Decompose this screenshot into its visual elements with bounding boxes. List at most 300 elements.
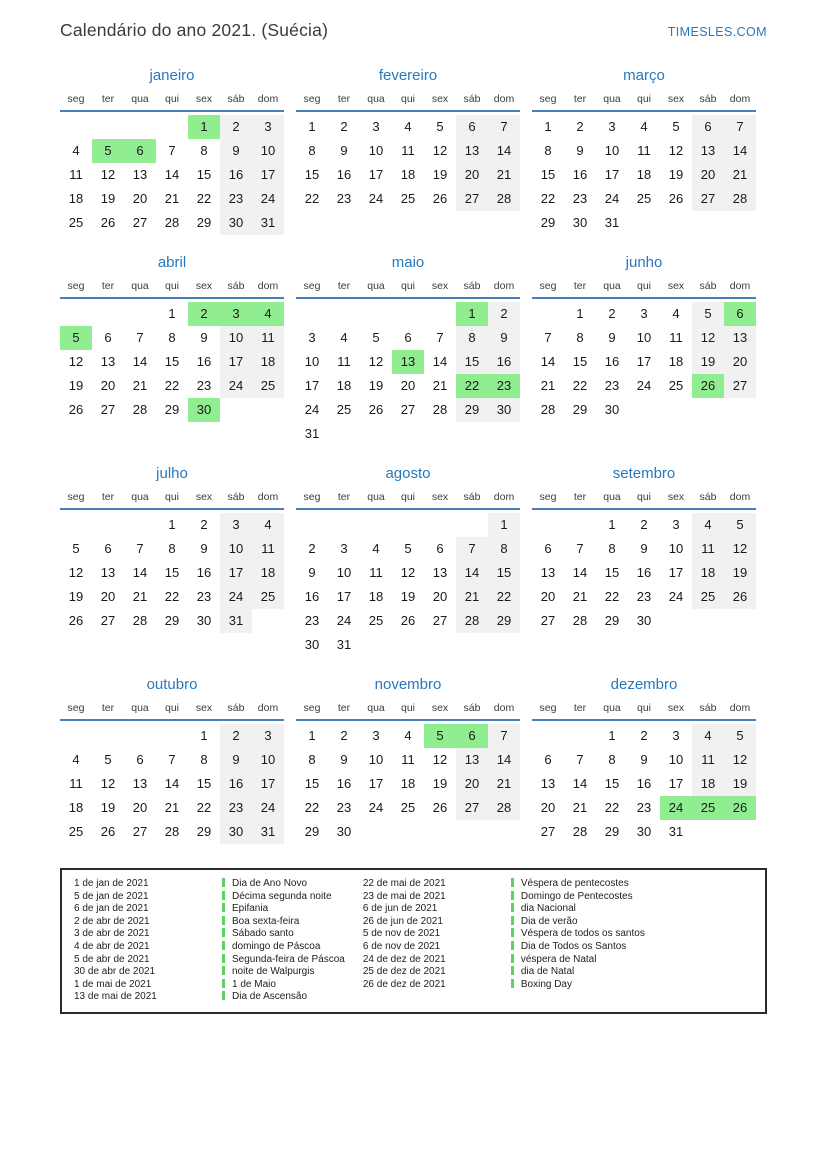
legend-entry — [511, 903, 645, 916]
day-cell: 26 — [100, 824, 116, 839]
day-cell: 8 — [488, 537, 520, 561]
day-cell: 14 — [540, 354, 556, 369]
day-cell: 10 — [220, 326, 252, 350]
weekday-label: dom — [257, 93, 279, 105]
empty-cell — [156, 724, 188, 748]
day-cell: 11 — [669, 330, 683, 345]
empty-cell — [124, 302, 156, 326]
day-cell: 13 — [724, 326, 756, 350]
empty-cell — [392, 513, 424, 537]
day-cell: 6 — [692, 115, 724, 139]
day-cell: 8 — [456, 326, 488, 350]
day-cell: 11 — [69, 167, 83, 182]
weekday-label: qui — [636, 280, 651, 292]
weekday-label: sáb — [463, 491, 481, 503]
day-cell: 13 — [392, 350, 424, 374]
day-cell: 20 — [724, 350, 756, 374]
day-cell: 25 — [252, 585, 284, 609]
day-cell: 15 — [196, 167, 212, 182]
day-cell: 25 — [400, 191, 416, 206]
weekday-label: qua — [131, 702, 149, 714]
day-cell: 3 — [640, 306, 648, 321]
day-cell: 14 — [432, 354, 448, 369]
month-title: abril — [157, 254, 187, 271]
empty-cell — [92, 302, 124, 326]
day-cell: 7 — [488, 115, 520, 139]
day-cell: 22 — [572, 378, 588, 393]
day-cell: 13 — [540, 565, 556, 580]
day-cell: 24 — [252, 187, 284, 211]
day-cell: 1 — [608, 517, 616, 532]
day-cell: 12 — [692, 326, 724, 350]
day-cell: 17 — [668, 565, 684, 580]
day-cell: 17 — [304, 378, 320, 393]
empty-cell — [296, 302, 328, 326]
day-cell: 2 — [200, 517, 208, 532]
legend-holiday-name: Décima segunda noite — [232, 890, 332, 902]
day-cell: 17 — [220, 350, 252, 374]
day-cell: 10 — [252, 748, 284, 772]
day-cell: 21 — [432, 378, 448, 393]
day-cell: 26 — [432, 191, 448, 206]
weekday-underline — [60, 110, 284, 112]
day-cell: 20 — [692, 163, 724, 187]
weekday-label: seg — [67, 491, 85, 503]
legend-entry — [222, 891, 345, 904]
legend-date: 4 de abr de 2021 — [74, 940, 150, 952]
day-cell: 10 — [304, 354, 320, 369]
day-cell: 10 — [252, 139, 284, 163]
day-cell: 21 — [456, 585, 488, 609]
day-cell: 8 — [308, 752, 316, 767]
day-cell: 18 — [252, 561, 284, 585]
day-cell: 6 — [104, 541, 112, 556]
legend-date: 1 de mai de 2021 — [74, 978, 152, 990]
day-cell: 11 — [337, 354, 351, 369]
day-cell: 16 — [636, 776, 652, 791]
month-junho — [532, 254, 756, 422]
day-cell: 29 — [488, 609, 520, 633]
day-cell: 16 — [488, 350, 520, 374]
day-cell: 25 — [252, 374, 284, 398]
legend-holiday-name: Véspera de pentecostes — [520, 878, 629, 889]
legend-holiday-name: véspera de Natal — [520, 953, 597, 965]
day-cell: 6 — [104, 330, 112, 345]
day-cell: 31 — [604, 215, 620, 230]
day-cell: 10 — [368, 752, 384, 767]
legend-entry — [222, 991, 345, 1004]
day-cell: 27 — [132, 824, 148, 839]
weekday-label: qui — [400, 93, 415, 105]
day-cell: 28 — [456, 609, 488, 633]
day-cell: 27 — [100, 613, 116, 628]
day-cell: 12 — [100, 776, 116, 791]
holiday-legend — [60, 868, 767, 1014]
weekday-label: ter — [101, 702, 115, 714]
holiday-marker-icon — [222, 979, 225, 988]
day-cell: 27 — [540, 824, 556, 839]
day-cell: 21 — [164, 800, 180, 815]
day-cell: 23 — [636, 589, 652, 604]
day-cell: 9 — [608, 330, 616, 345]
day-cell: 19 — [68, 378, 84, 393]
day-cell: 30 — [604, 402, 620, 417]
empty-cell — [156, 115, 188, 139]
day-cell: 29 — [604, 613, 620, 628]
day-cell: 19 — [668, 167, 684, 182]
day-cell: 17 — [636, 354, 652, 369]
day-cell: 5 — [372, 330, 380, 345]
day-cell: 26 — [400, 613, 416, 628]
legend-date: 6 de jun de 2021 — [362, 903, 438, 915]
day-cell: 27 — [400, 402, 416, 417]
weekday-label: qui — [164, 280, 179, 292]
day-cell: 7 — [136, 330, 144, 345]
day-cell: 14 — [164, 167, 180, 182]
legend-date: 23 de mai de 2021 — [362, 890, 446, 902]
weekday-label: qua — [603, 280, 621, 292]
weekday-label: sáb — [463, 702, 481, 714]
empty-cell — [124, 115, 156, 139]
day-cell: 14 — [572, 776, 588, 791]
day-cell: 24 — [604, 191, 620, 206]
day-cell: 27 — [100, 402, 116, 417]
day-cell: 21 — [132, 378, 148, 393]
month-day-grid — [532, 490, 756, 633]
day-cell: 26 — [368, 402, 384, 417]
day-cell: 6 — [544, 541, 552, 556]
day-cell: 24 — [220, 374, 252, 398]
empty-cell — [360, 302, 392, 326]
weekday-underline — [532, 297, 756, 299]
day-cell: 4 — [252, 513, 284, 537]
day-cell: 28 — [488, 796, 520, 820]
day-cell: 7 — [168, 752, 176, 767]
day-cell: 12 — [668, 143, 684, 158]
legend-group — [361, 878, 645, 1004]
day-cell: 28 — [432, 402, 448, 417]
weekday-label: ter — [573, 491, 587, 503]
day-cell: 4 — [672, 306, 680, 321]
day-cell: 21 — [488, 163, 520, 187]
weekday-label: qui — [400, 280, 415, 292]
day-cell: 2 — [608, 306, 616, 321]
day-cell: 5 — [92, 139, 124, 163]
legend-holiday-name: Boxing Day — [520, 978, 572, 990]
day-cell: 7 — [436, 330, 444, 345]
day-cell: 23 — [196, 378, 212, 393]
day-cell: 6 — [724, 302, 756, 326]
legend-entry — [511, 979, 645, 992]
weekday-label: seg — [303, 93, 321, 105]
legend-entry — [511, 916, 645, 929]
weekday-label: seg — [539, 93, 557, 105]
weekday-label: sex — [195, 491, 213, 503]
day-cell: 27 — [692, 187, 724, 211]
legend-entry — [222, 966, 345, 979]
weekday-underline — [532, 508, 756, 510]
day-cell: 11 — [401, 752, 415, 767]
day-cell: 1 — [544, 119, 552, 134]
weekday-underline — [296, 508, 520, 510]
day-cell: 31 — [304, 426, 320, 441]
day-cell: 16 — [336, 167, 352, 182]
holiday-marker-icon — [222, 966, 225, 975]
legend-date: 22 de mai de 2021 — [362, 878, 446, 889]
day-cell: 1 — [188, 115, 220, 139]
weekday-label: seg — [67, 280, 85, 292]
day-cell: 29 — [196, 215, 212, 230]
day-cell: 19 — [100, 191, 116, 206]
weekday-label: seg — [303, 491, 321, 503]
weekday-label: sáb — [227, 280, 245, 292]
day-cell: 22 — [604, 589, 620, 604]
day-cell: 1 — [576, 306, 584, 321]
day-cell: 16 — [196, 565, 212, 580]
legend-entry — [222, 941, 345, 954]
month-title: janeiro — [149, 67, 195, 84]
weekday-label: seg — [67, 702, 85, 714]
weekday-label: seg — [303, 280, 321, 292]
day-cell: 2 — [576, 119, 584, 134]
day-cell: 29 — [164, 402, 180, 417]
day-cell: 7 — [168, 143, 176, 158]
weekday-label: sáb — [227, 702, 245, 714]
day-cell: 22 — [304, 800, 320, 815]
holiday-marker-icon — [222, 916, 225, 925]
day-cell: 24 — [368, 191, 384, 206]
weekday-label: qua — [367, 491, 385, 503]
weekday-label: qui — [636, 702, 651, 714]
day-cell: 8 — [200, 752, 208, 767]
day-cell: 30 — [572, 215, 588, 230]
day-cell: 25 — [668, 378, 684, 393]
day-cell: 16 — [220, 163, 252, 187]
legend-holiday-name: Segunda-feira de Páscoa — [232, 953, 345, 965]
day-cell: 30 — [220, 211, 252, 235]
empty-cell — [532, 302, 564, 326]
weekday-label: sáb — [699, 93, 717, 105]
month-day-grid — [60, 490, 284, 633]
holiday-marker-icon — [222, 878, 225, 887]
holiday-marker-icon — [511, 966, 514, 975]
day-cell: 18 — [400, 167, 416, 182]
month-day-grid — [60, 279, 284, 422]
day-cell: 15 — [304, 167, 320, 182]
legend-date: 26 de jun de 2021 — [362, 915, 443, 927]
day-cell: 15 — [164, 565, 180, 580]
holiday-marker-icon — [511, 903, 514, 912]
holiday-marker-icon — [511, 878, 514, 887]
day-cell: 5 — [436, 119, 444, 134]
day-cell: 4 — [692, 724, 724, 748]
legend-date: 2 de abr de 2021 — [74, 915, 150, 927]
weekday-label: qua — [603, 491, 621, 503]
day-cell: 17 — [252, 163, 284, 187]
weekday-label: dom — [257, 491, 279, 503]
day-cell: 4 — [72, 143, 80, 158]
day-cell: 25 — [636, 191, 652, 206]
empty-cell — [328, 513, 360, 537]
day-cell: 18 — [400, 776, 416, 791]
holiday-marker-icon — [222, 991, 225, 1000]
day-cell: 20 — [100, 378, 116, 393]
day-cell: 30 — [336, 824, 352, 839]
day-cell: 16 — [304, 589, 320, 604]
day-cell: 8 — [200, 143, 208, 158]
day-cell: 12 — [100, 167, 116, 182]
empty-cell — [60, 513, 92, 537]
day-cell: 3 — [372, 728, 380, 743]
weekday-label: qui — [636, 93, 651, 105]
day-cell: 16 — [220, 772, 252, 796]
weekday-label: qua — [367, 93, 385, 105]
day-cell: 19 — [692, 350, 724, 374]
day-cell: 28 — [572, 824, 588, 839]
day-cell: 31 — [252, 820, 284, 844]
month-day-grid — [532, 701, 756, 844]
day-cell: 13 — [100, 354, 116, 369]
day-cell: 7 — [136, 541, 144, 556]
day-cell: 2 — [188, 302, 220, 326]
weekday-underline — [532, 110, 756, 112]
legend-group — [72, 878, 345, 1004]
empty-cell — [296, 513, 328, 537]
empty-cell — [124, 513, 156, 537]
weekday-label: sex — [431, 93, 449, 105]
day-cell: 19 — [724, 772, 756, 796]
day-cell: 22 — [196, 191, 212, 206]
legend-date: 30 de abr de 2021 — [74, 966, 156, 978]
weekday-label: ter — [573, 702, 587, 714]
day-cell: 30 — [220, 820, 252, 844]
holiday-marker-icon — [511, 954, 514, 963]
weekday-label: sex — [195, 280, 213, 292]
month-agosto — [296, 465, 520, 657]
day-cell: 22 — [540, 191, 556, 206]
day-cell: 12 — [68, 354, 84, 369]
legend-date: 6 de jan de 2021 — [74, 903, 149, 915]
weekday-label: dom — [493, 280, 515, 292]
holiday-marker-icon — [222, 891, 225, 900]
legend-holiday-name: Dia de Ano Novo — [232, 878, 308, 889]
weekday-underline — [60, 297, 284, 299]
day-cell: 12 — [432, 752, 448, 767]
day-cell: 16 — [196, 354, 212, 369]
weekday-label: dom — [729, 702, 751, 714]
day-cell: 30 — [196, 613, 212, 628]
month-day-grid — [296, 490, 520, 657]
day-cell: 29 — [456, 398, 488, 422]
day-cell: 13 — [456, 748, 488, 772]
month-title: maio — [391, 254, 425, 271]
day-cell: 4 — [252, 302, 284, 326]
weekday-label: ter — [101, 491, 115, 503]
legend-date: 3 de abr de 2021 — [74, 928, 150, 940]
weekday-label: dom — [729, 93, 751, 105]
weekday-label: qui — [400, 702, 415, 714]
day-cell: 19 — [432, 776, 448, 791]
month-day-grid — [532, 279, 756, 422]
weekday-label: sex — [667, 491, 685, 503]
day-cell: 13 — [692, 139, 724, 163]
day-cell: 15 — [456, 350, 488, 374]
day-cell: 9 — [640, 541, 648, 556]
day-cell: 25 — [692, 796, 724, 820]
weekday-underline — [296, 110, 520, 112]
holiday-marker-icon — [222, 954, 225, 963]
day-cell: 1 — [308, 728, 316, 743]
day-cell: 17 — [336, 589, 352, 604]
legend-holiday-name: noite de Walpurgis — [232, 966, 315, 978]
day-cell: 24 — [636, 378, 652, 393]
day-cell: 19 — [368, 378, 384, 393]
day-cell: 22 — [164, 378, 180, 393]
day-cell: 17 — [668, 776, 684, 791]
weekday-label: sáb — [227, 491, 245, 503]
day-cell: 16 — [572, 167, 588, 182]
day-cell: 12 — [368, 354, 384, 369]
day-cell: 10 — [668, 752, 684, 767]
day-cell: 5 — [404, 541, 412, 556]
month-fevereiro — [296, 67, 520, 211]
page-title: Calendário do ano 2021. (Suécia) — [60, 20, 329, 40]
empty-cell — [424, 513, 456, 537]
day-cell: 21 — [572, 800, 588, 815]
day-cell: 20 — [100, 589, 116, 604]
month-title: junho — [625, 254, 663, 271]
day-cell: 2 — [340, 119, 348, 134]
day-cell: 19 — [68, 589, 84, 604]
legend-date: 5 de abr de 2021 — [74, 953, 150, 965]
weekday-underline — [296, 297, 520, 299]
day-cell: 30 — [636, 824, 652, 839]
month-title: novembro — [374, 676, 442, 693]
legend-holiday-name: 1 de Maio — [232, 978, 276, 990]
day-cell: 31 — [220, 609, 252, 633]
day-cell: 22 — [488, 585, 520, 609]
weekday-label: qua — [367, 702, 385, 714]
weekday-label: dom — [257, 702, 279, 714]
day-cell: 9 — [576, 143, 584, 158]
day-cell: 6 — [456, 724, 488, 748]
empty-cell — [92, 115, 124, 139]
site-link[interactable]: TIMESLES.COM — [667, 25, 767, 39]
weekday-label: dom — [729, 491, 751, 503]
legend-entry — [511, 954, 645, 967]
day-cell: 9 — [340, 752, 348, 767]
day-cell: 2 — [340, 728, 348, 743]
day-cell: 8 — [608, 752, 616, 767]
day-cell: 3 — [252, 724, 284, 748]
day-cell: 12 — [400, 565, 416, 580]
day-cell: 23 — [604, 378, 620, 393]
day-cell: 24 — [252, 796, 284, 820]
weekday-label: qui — [164, 702, 179, 714]
day-cell: 13 — [100, 565, 116, 580]
day-cell: 5 — [60, 326, 92, 350]
day-cell: 15 — [604, 565, 620, 580]
day-cell: 23 — [196, 589, 212, 604]
day-cell: 6 — [404, 330, 412, 345]
day-cell: 24 — [660, 796, 692, 820]
day-cell: 15 — [196, 776, 212, 791]
day-cell: 26 — [692, 374, 724, 398]
weekday-label: sáb — [463, 93, 481, 105]
weekday-label: ter — [101, 280, 115, 292]
weekday-label: ter — [337, 491, 351, 503]
day-cell: 15 — [304, 776, 320, 791]
